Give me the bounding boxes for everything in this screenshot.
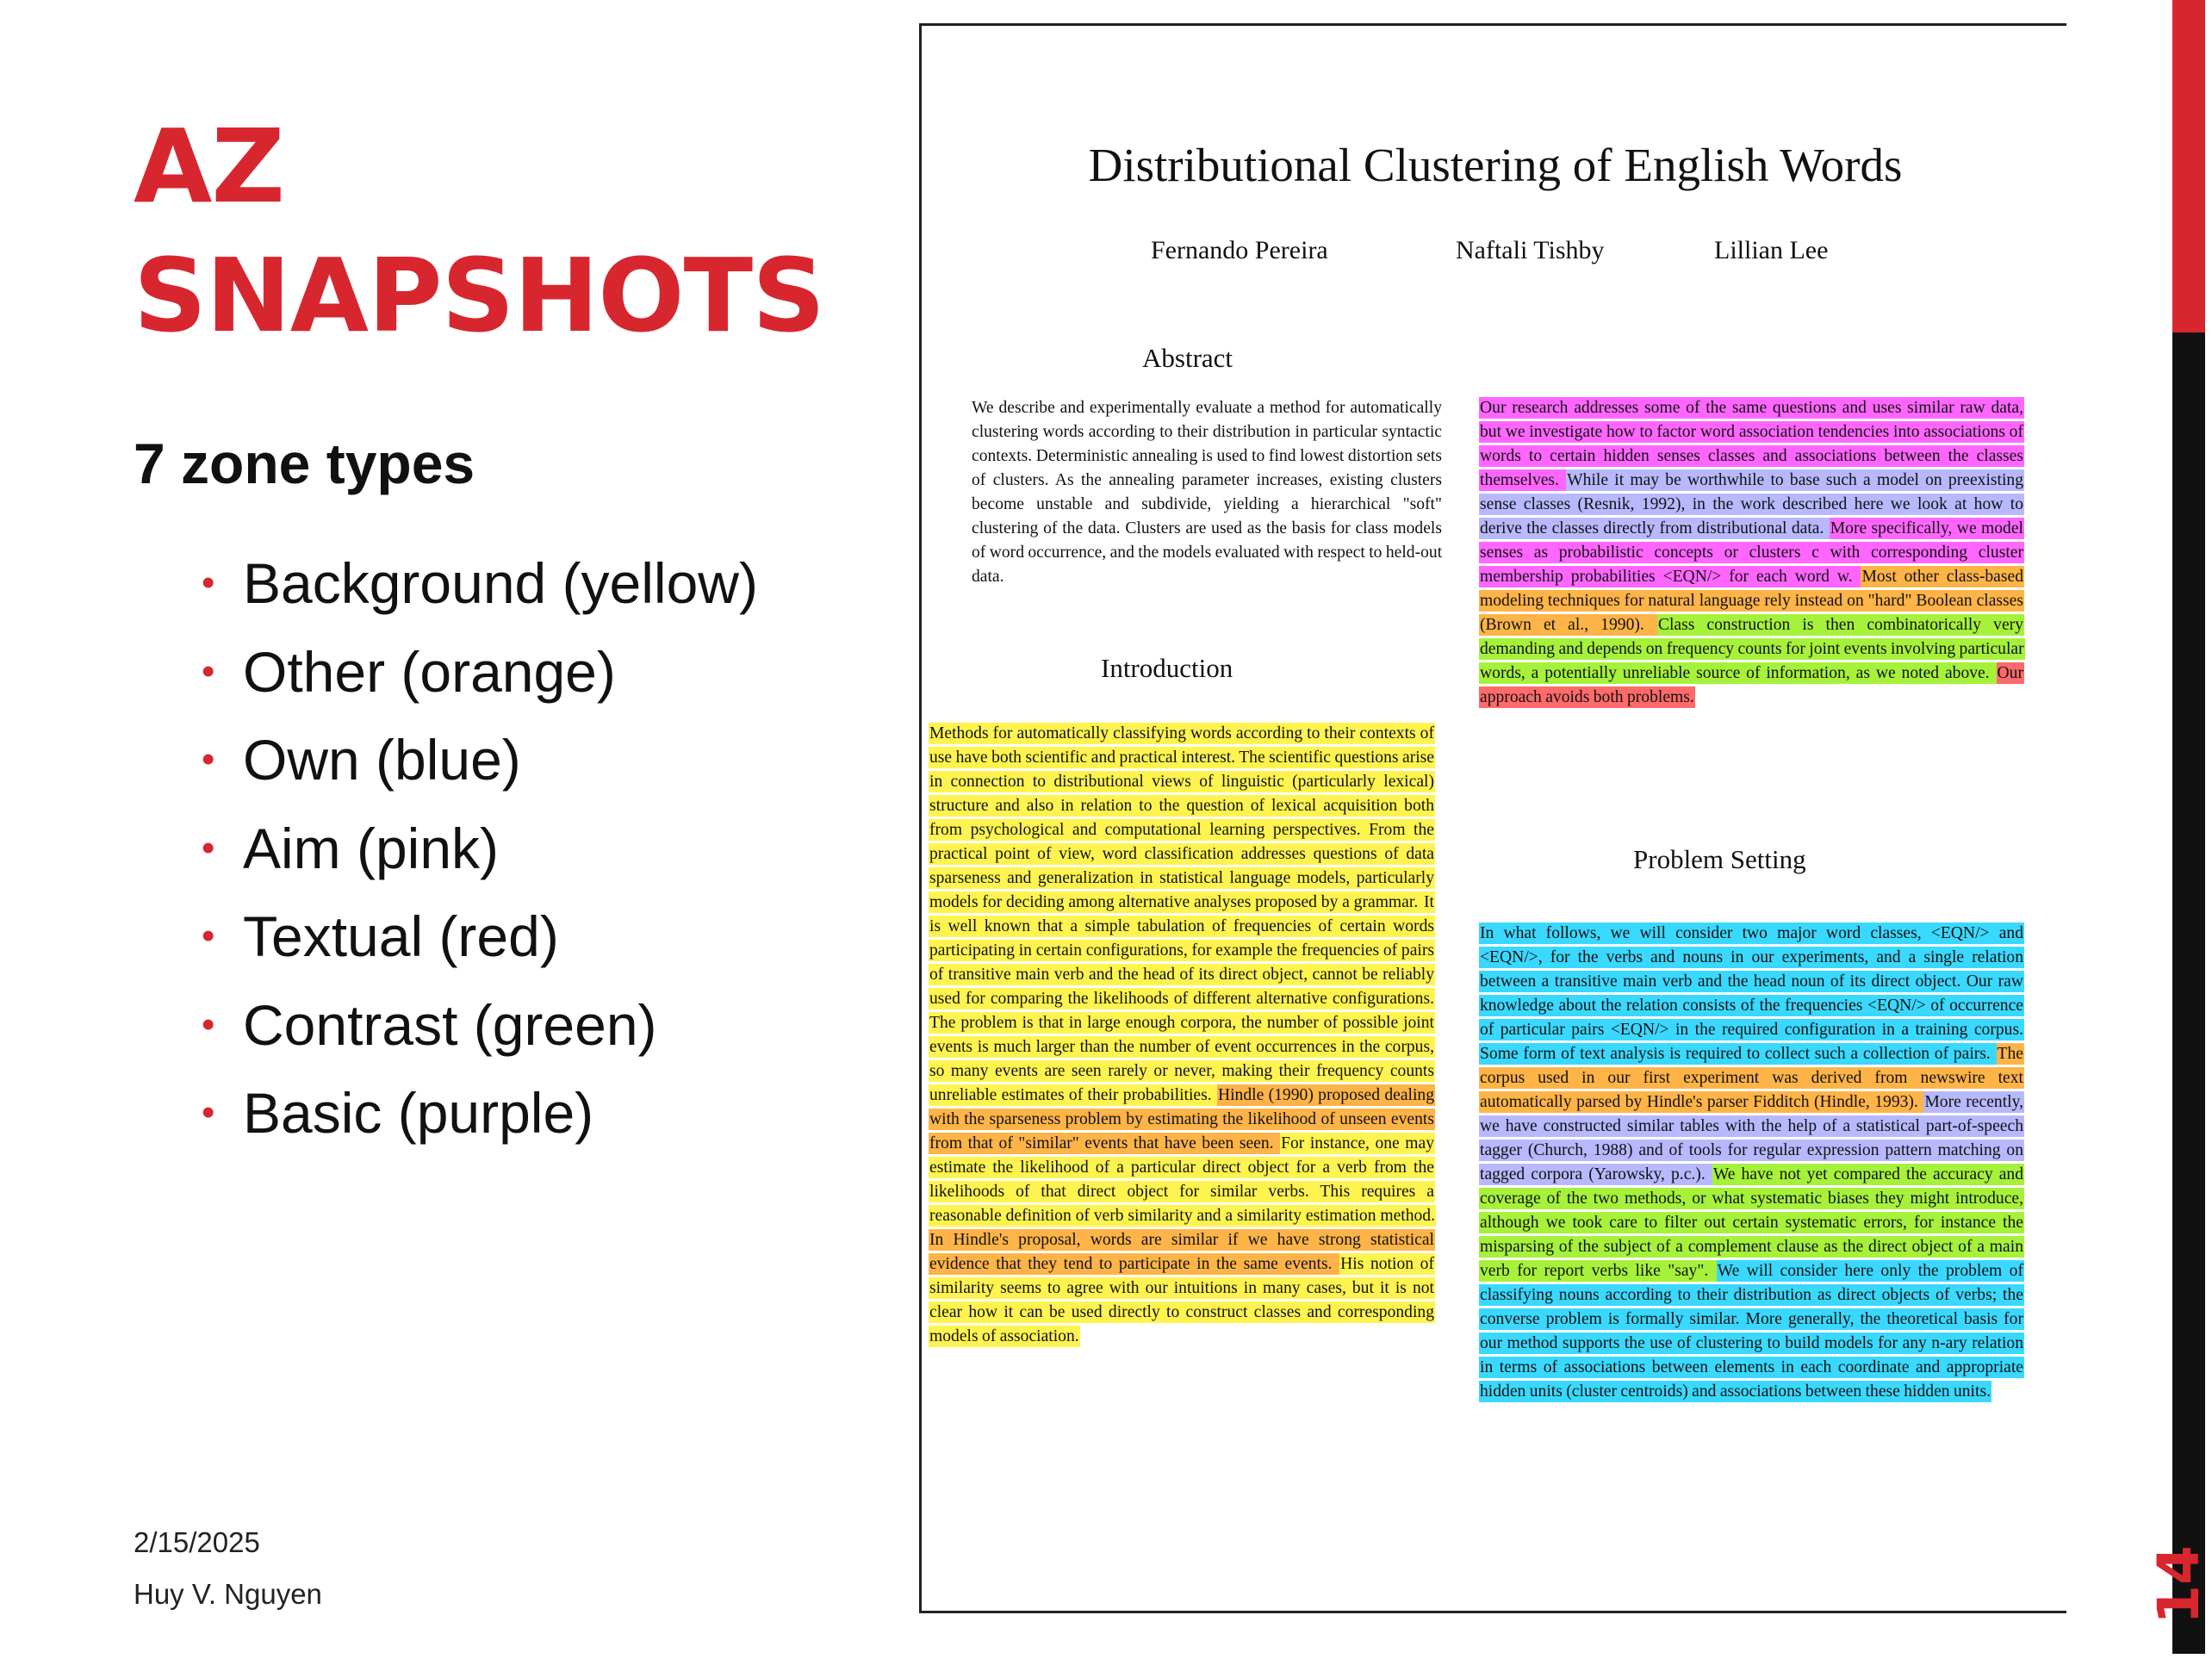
paper-author: Fernando Pereira [1151, 236, 1328, 264]
accent-bar-dark [2172, 332, 2205, 1654]
zone-type-item-textual [198, 892, 758, 981]
slide-date: 2/15/2025 [134, 1526, 260, 1558]
slide-subtitle: 7 zone types [134, 432, 475, 495]
zone-type-label: Textual (red) [243, 904, 559, 968]
zone-type-item-basic [198, 1069, 758, 1158]
zone-textual-segment: Our approach avoids both problems. [1480, 664, 2023, 706]
introduction-text [929, 722, 1435, 1349]
zone-basic-segment: While it may be worthwhile to base such a model on preexisting sense classes (Resnik, 1992), in the work described here we look at how to derive the classes directly from distributional data. [1480, 471, 2023, 537]
heading-introduction: Introduction [1101, 653, 1233, 683]
zone-own-segment: In what follows, we will consider two major word classes, <EQN/> and <EQN/>, for the verbs and nouns in our experiments, and a single relation between a transitive main verb and the head noun of its direct object. Our raw knowledge about the relation consists of the frequencies <EQN/> of occurrence of particular pairs <EQN/> in the required configuration in a training corpus. Some form of text analysis is required to collect such a collection of pairs. [1480, 924, 2023, 1063]
slide-number: 14 [2146, 1545, 2212, 1624]
bullet-icon: • [202, 1003, 215, 1046]
heading-problem-setting: Problem Setting [1633, 844, 1806, 874]
bullet-icon: • [202, 915, 215, 957]
zone-aim-segment: More specifically, we model senses as probabilistic concepts or clusters c with corresponding cluster membership probabilities <EQN/> for each word w. [1480, 519, 2023, 586]
zone-type-label: Contrast (green) [243, 992, 657, 1057]
right-column-intro-text [1479, 396, 2024, 710]
zone-other-segment: The corpus used in our first experiment was derived from newswire text automatically parsed by Hindle's parser Fidditch (Hindle, 1993). [1480, 1045, 2023, 1111]
slide-title-line-2: SNAPSHOTS [134, 236, 825, 355]
zone-type-label: Background (yellow) [243, 551, 758, 615]
zone-aim-segment: Our research addresses some of the same questions and uses similar raw data, but we investigate how to factor word association tendencies into associations of words to certain hidden senses classes and associations between the classes themselves. [1480, 399, 2023, 489]
zone-contrast-segment: Class construction is then combinatorically very demanding and depends on frequency counts for joint events involving particular words, a potentially unreliable source of information, as we noted above. [1480, 616, 2024, 682]
zone-type-item-own [198, 716, 758, 804]
paper-snapshot [919, 23, 2066, 1613]
bullet-icon: • [202, 738, 215, 780]
zone-type-item-aim [198, 804, 758, 893]
problem-setting-text [1479, 922, 2024, 1404]
zone-other-segment: Hindle (1990) proposed dealing with the sparseness problem by estimating the likelihood of unseen events from that of "similar" events that have been seen. [929, 1086, 1434, 1152]
accent-bar [2172, 0, 2205, 332]
zone-background-segment: For instance, one may estimate the likelihood of a particular direct object for a verb from the likelihoods of that direct object for similar verbs. This requires a reasonable definition of verb similarity and a similarity estimation method. [929, 1134, 1435, 1225]
bullet-icon: • [202, 562, 215, 604]
zone-background-segment: Methods for automatically classifying words according to their contexts of use have both scientific and practical interest. The scientific questions arise in connection to distributional views of linguistic (particularly lexical) structure and also in relation to the question of lexical acquisition both from psychological and computational learning perspectives. From the practical point of view, word classification addresses questions of data sparseness and generalization in statistical language models, particularly models for deciding among alternative analyses proposed by a grammar. [929, 724, 1434, 911]
zone-type-item-other [198, 628, 758, 717]
bullet-icon: • [202, 826, 215, 869]
paper-author: Lillian Lee [1714, 236, 1829, 264]
slide-title [134, 102, 824, 360]
zone-type-label: Aim (pink) [243, 816, 500, 880]
bullet-icon: • [202, 649, 215, 693]
zone-type-item-contrast [198, 981, 758, 1070]
zone-type-item-background [198, 539, 758, 628]
zone-type-label: Basic (purple) [243, 1081, 594, 1145]
zone-type-label: Other (orange) [243, 639, 616, 704]
heading-abstract: Abstract [1142, 343, 1233, 373]
paper-title: Distributional Clustering of English Words [1088, 139, 1903, 191]
slide-author: Huy V. Nguyen [134, 1578, 322, 1610]
zone-other-segment: In Hindle's proposal, words are similar if we have strong statistical evidence that they tend to participate in the same events. [929, 1231, 1434, 1273]
zone-type-label: Own (blue) [243, 728, 521, 792]
zone-other-segment: Most other class-based modeling techniques for natural language rely instead on "hard" Boolean classes (Brown et al., 1990). [1480, 568, 2023, 634]
zone-own-segment: We will consider here only the problem of classifying nouns according to their distribution as direct objects of verbs; the converse problem is formally similar. More generally, the theoretical basis for our method supports the use of clustering to build models for any n-ary relation in terms of associations between elements in each coordinate and appropriate hidden units (cluster centroids) and associations between these hidden units. [1480, 1262, 2024, 1401]
abstract-text [971, 396, 1443, 589]
zone-contrast-segment: We have not yet compared the accuracy and coverage of the two methods, or what systematic biases they might introduce, although we took care to filter out certain systematic errors, for instance the misparsing of the subject of a complement clause as the direct object of a main verb for report verbs like "say". [1480, 1165, 2023, 1280]
zone-basic-segment: More recently, we have constructed similar tables with the help of a statistical part-of-speech tagger (Church, 1988) and of tools for regular expression pattern matching on tagged corpora (Yarowsky, p.c.). [1480, 1093, 2023, 1183]
zone-none-segment: We describe and experimentally evaluate a method for automatically clustering words according to their distribution in particular syntactic contexts. Deterministic annealing is used to find lowest distortion sets of clusters. As the annealing parameter increases, existing clusters become unstable and subdivide, yielding a hierarchical "soft" clustering of the data. Clusters are used as the basis for class models of word occurrence, and the models evaluated with respect to held-out data. [972, 399, 1443, 586]
zone-background-segment: His notion of similarity seems to agree with our intuitions in many cases, but it is not clear how it can be used directly to construct classes and corresponding models of association. [929, 1255, 1434, 1345]
bullet-icon: • [202, 1091, 215, 1134]
zone-type-list [198, 539, 758, 1158]
slide-title-line-1: AZ [134, 107, 284, 226]
zone-background-segment: It is well known that a simple tabulation of frequencies of certain words participating in certain configurations, for example the frequencies of pairs of transitive main verb and the head of its direct object, cannot be reliably used for comparing the likelihoods of different alternative configurations. The problem is that in large enough corpora, the number of possible joint events is much larger than the number of event occurrences in the corpus, so many events are seen rarely or never, making their frequency counts unreliable estimates of their probabilities. [929, 893, 1434, 1104]
paper-author: Naftali Tishby [1456, 236, 1605, 264]
